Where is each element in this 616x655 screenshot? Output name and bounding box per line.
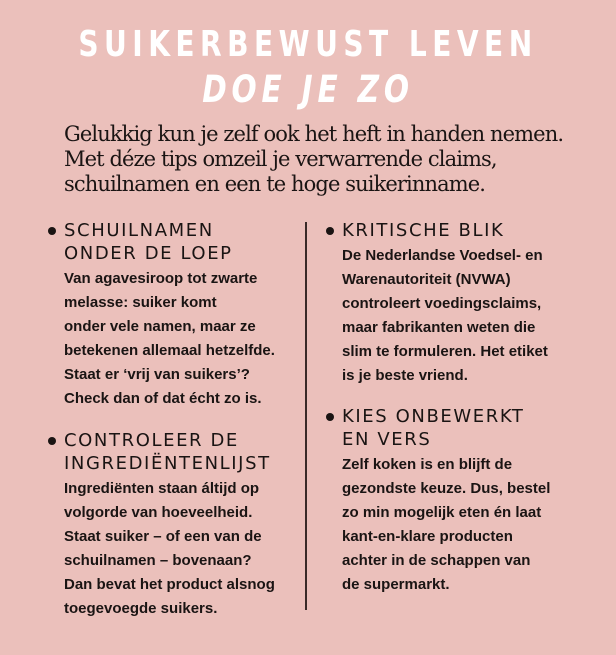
tip-heading-line: INGREDIËNTENLIJST xyxy=(64,453,271,474)
intro-text xyxy=(64,122,604,197)
title-line-1: SUIKERBEWUST LEVEN xyxy=(78,24,538,65)
tip-body-line: schuilnamen – bovenaan? xyxy=(64,552,252,569)
tip-body-line: slim te formuleren. Het etiket xyxy=(342,343,548,360)
tip-body-line: Zelf koken is en blijft de xyxy=(342,456,513,473)
tip-body-line: Dan bevat het product alsnog xyxy=(64,576,275,593)
tip-body-line: zo min mogelijk eten én laat xyxy=(342,504,542,521)
tip-body xyxy=(342,453,550,597)
tip-heading-line: KRITISCHE BLIK xyxy=(342,220,505,241)
tip-body xyxy=(64,477,275,621)
bullet-icon xyxy=(326,227,334,235)
tip-body-line: toegevoegde suikers. xyxy=(64,600,218,617)
intro-line: schuilnamen en een te hoge suikerinname. xyxy=(64,172,486,196)
tip-heading xyxy=(64,219,275,265)
tip-body-line: de supermarkt. xyxy=(342,576,450,593)
tip-kritische-blik xyxy=(342,219,548,388)
tip-body-line: gezondste keuze. Dus, bestel xyxy=(342,480,551,497)
tip-body-line: is je beste vriend. xyxy=(342,367,468,384)
tip-body xyxy=(64,267,275,411)
tip-body xyxy=(342,244,548,388)
tip-onbewerkt-vers xyxy=(342,405,550,597)
tip-body-line: Warenautoriteit (NVWA) xyxy=(342,271,511,288)
tip-heading xyxy=(342,405,550,451)
column-divider xyxy=(305,222,307,610)
tip-body-line: Van agavesiroop tot zwarte xyxy=(64,270,258,287)
tip-body-line: Check dan of dat écht zo is. xyxy=(64,390,262,407)
tip-body-line: controleert voedingsclaims, xyxy=(342,295,542,312)
tip-heading-line: KIES ONBEWERKT xyxy=(342,406,525,427)
tip-body-line: onder vele namen, maar ze xyxy=(64,318,256,335)
bullet-icon xyxy=(48,227,56,235)
tip-heading-line: SCHUILNAMEN xyxy=(64,220,214,241)
tip-body-line: De Nederlandse Voedsel- en xyxy=(342,247,543,264)
title-line-2: DOE JE ZO xyxy=(202,68,414,111)
tip-body-line: achter in de schappen van xyxy=(342,552,531,569)
tip-body-line: Ingrediënten staan áltijd op xyxy=(64,480,260,497)
tip-heading xyxy=(342,219,548,242)
tip-body-line: betekenen allemaal hetzelfde. xyxy=(64,342,275,359)
tip-schuilnamen xyxy=(64,219,275,411)
tip-body-line: kant-en-klare producten xyxy=(342,528,513,545)
intro-line: Met déze tips omzeil je verwarrende claims, xyxy=(64,147,497,171)
tip-body-line: volgorde van hoeveelheid. xyxy=(64,504,253,521)
tip-body-line: maar fabrikanten weten die xyxy=(342,319,536,336)
tip-body-line: melasse: suiker komt xyxy=(64,294,217,311)
tip-body-line: Staat er ‘vrij van suikers’? xyxy=(64,366,250,383)
tip-body-line: Staat suiker – of een van de xyxy=(64,528,262,545)
bullet-icon xyxy=(48,437,56,445)
tip-heading-line: EN VERS xyxy=(342,429,432,450)
intro-line: Gelukkig kun je zelf ook het heft in handen nemen. xyxy=(64,122,564,146)
tip-ingredientenlijst xyxy=(64,429,275,621)
bullet-icon xyxy=(326,413,334,421)
tip-heading-line: ONDER DE LOEP xyxy=(64,243,233,264)
tip-heading-line: CONTROLEER DE xyxy=(64,430,239,451)
tip-heading xyxy=(64,429,275,475)
